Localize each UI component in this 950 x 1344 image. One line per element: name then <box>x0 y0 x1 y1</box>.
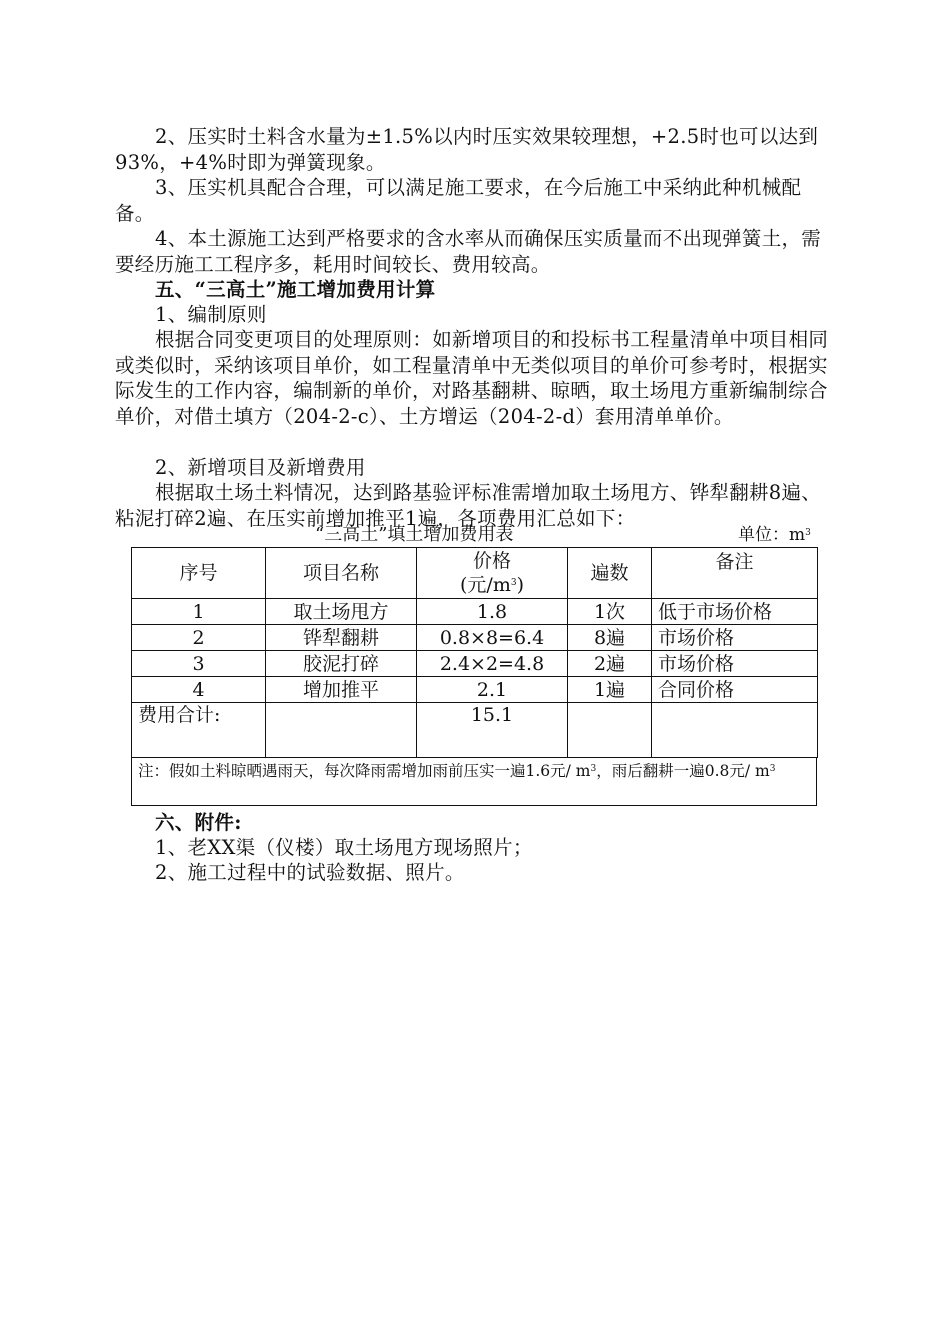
section-5-title: 五、“三高土”施工增加费用计算 <box>155 278 436 301</box>
row-remark: 市场价格 <box>652 651 818 677</box>
header-price-unit: (元/m <box>460 574 511 596</box>
table-unit <box>738 524 811 546</box>
subsection-2-title: 2、新增项目及新增费用 <box>155 456 366 479</box>
row-remark: 低于市场价格 <box>652 599 818 625</box>
note-sup-2: 3 <box>769 764 776 774</box>
row-name: 胶泥打碎 <box>266 651 417 677</box>
paragraph-soil-source: 4、本土源施工达到严格要求的含水率从而确保压实质量而不出现弹簧土，需要经历施工工程序多，耗用时间较长、费用较高。 <box>115 227 822 276</box>
row-times: 2遍 <box>568 651 652 677</box>
paragraph-compaction-moisture: 2、压实时土料含水量为±1.5%以内时压实效果较理想，+2.5时也可以达到93%，+4%时即为弹簧现象。 <box>115 125 819 174</box>
header-name: 项目名称 <box>266 548 417 599</box>
unit-label: 单位：m <box>738 525 806 545</box>
section-6-title: 六、附件: <box>155 811 242 834</box>
cost-table <box>131 547 818 758</box>
table-total-row <box>132 703 818 758</box>
table-row <box>132 651 818 677</box>
header-remark: 备注 <box>652 548 818 599</box>
note-sup-1: 3 <box>590 764 597 774</box>
attachment-item-1: 1、老XX渠（仪楼）取土场甩方现场照片； <box>155 836 533 859</box>
attachment-item-2: 2、施工过程中的试验数据、照片。 <box>155 861 465 884</box>
table-note <box>131 757 817 806</box>
total-label: 费用合计: <box>132 703 266 758</box>
row-index: 2 <box>132 625 266 651</box>
subsection-1-body: 根据合同变更项目的处理原则：如新增项目的和投标书工程量清单中项目相同或类似时，采纳该项目单价，如工程量清单中无类似项目的单价可参考时，根据实际发生的工作内容，编制新的单价，对路基翻耕、晾晒，取土场甩方重新编制综合单价，对借土填方（204-2-c）、土方增运（204-2-d）套用清单单价。 <box>115 328 829 428</box>
subsection-2-body: 根据取土场土料情况，达到路基验评标准需增加取土场甩方、铧犁翻耕8遍、粘泥打碎2遍、在压实前增加推平1遍，各项费用汇总如下： <box>115 481 822 530</box>
row-price: 2.4×2=4.8 <box>417 651 568 677</box>
header-price-line2 <box>417 573 567 597</box>
header-price-close: ) <box>516 574 524 596</box>
total-empty-name <box>266 703 417 758</box>
row-times: 1遍 <box>568 677 652 703</box>
header-times: 遍数 <box>568 548 652 599</box>
total-empty-remark <box>652 703 818 758</box>
subsection-1-title: 1、编制原则 <box>155 303 267 326</box>
header-index: 序号 <box>132 548 266 599</box>
row-remark: 合同价格 <box>652 677 818 703</box>
row-index: 3 <box>132 651 266 677</box>
unit-superscript: 3 <box>805 528 811 538</box>
table-row <box>132 599 818 625</box>
row-times: 8遍 <box>568 625 652 651</box>
note-text-2: ，雨后翻耕一遍0.8元/ m <box>596 762 770 780</box>
row-remark: 市场价格 <box>652 625 818 651</box>
header-price-sup: 3 <box>510 578 517 588</box>
table-header-row <box>132 548 818 599</box>
header-price <box>417 548 568 599</box>
row-times: 1次 <box>568 599 652 625</box>
table-caption: “三高土”填土增加费用表 <box>315 524 514 545</box>
paragraph-equipment: 3、压实机具配合合理，可以满足施工要求，在今后施工中采纳此种机械配备。 <box>115 176 802 225</box>
total-empty-times <box>568 703 652 758</box>
row-name: 取土场甩方 <box>266 599 417 625</box>
row-price: 0.8×8=6.4 <box>417 625 568 651</box>
row-index: 1 <box>132 599 266 625</box>
table-row <box>132 677 818 703</box>
row-price: 2.1 <box>417 677 568 703</box>
header-price-line1: 价格 <box>472 550 511 572</box>
row-index: 4 <box>132 677 266 703</box>
note-text-1: 注：假如土料晾晒遇雨天，每次降雨需增加雨前压实一遍1.6元/ m <box>138 762 591 780</box>
row-name: 增加推平 <box>266 677 417 703</box>
row-name: 铧犁翻耕 <box>266 625 417 651</box>
total-value: 15.1 <box>417 703 568 758</box>
table-row <box>132 625 818 651</box>
row-price: 1.8 <box>417 599 568 625</box>
